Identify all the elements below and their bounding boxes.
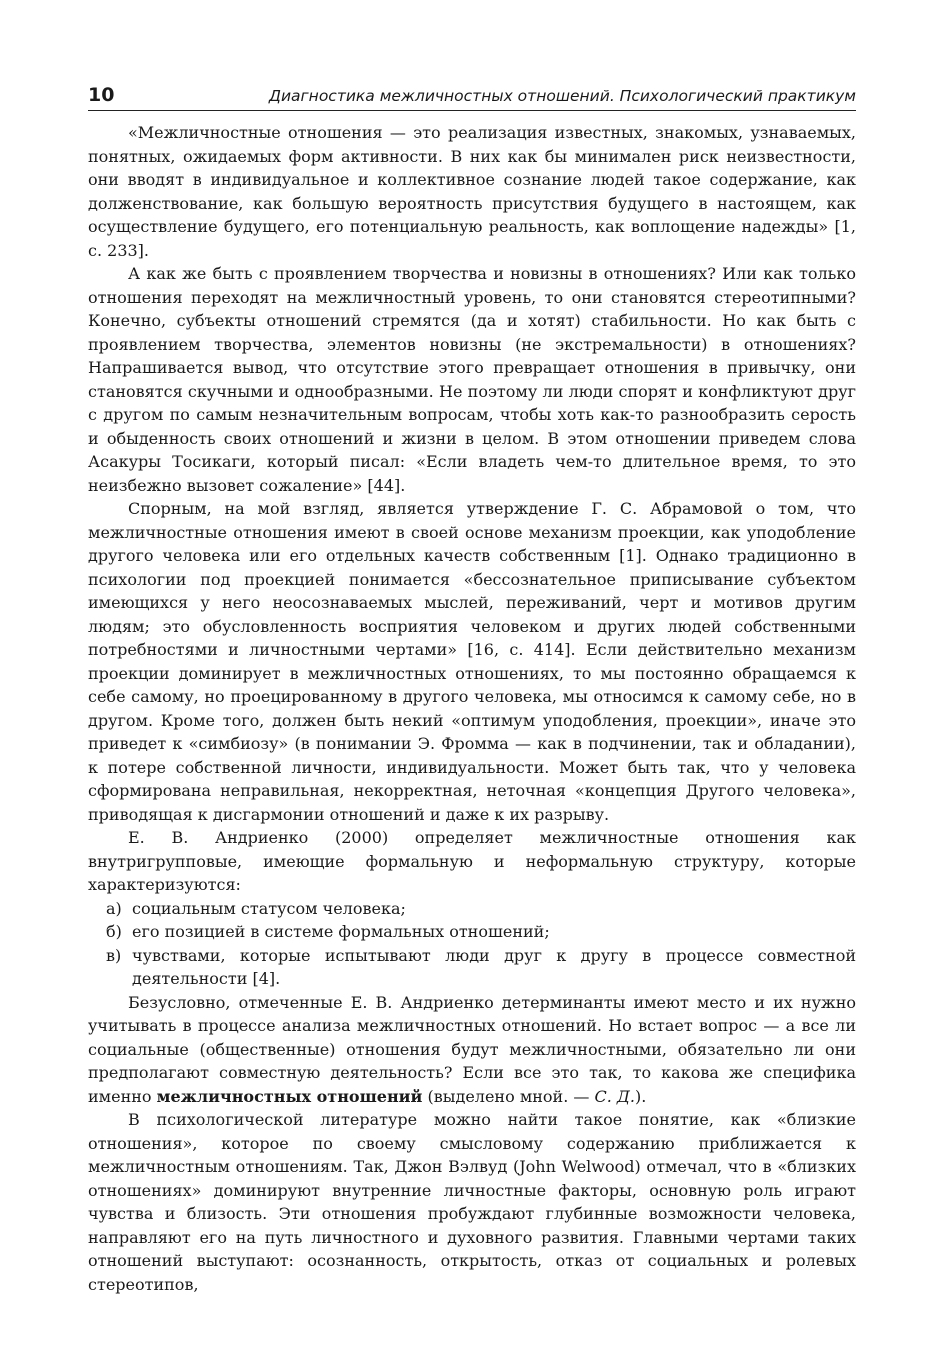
list-item — [88, 944, 856, 991]
paragraph-text: ). — [635, 1086, 647, 1106]
list-marker: а) — [106, 898, 122, 918]
page-number: 10 — [88, 84, 115, 106]
page — [88, 84, 856, 1296]
list-item-text: его позицией в системе формальных отношений; — [132, 922, 550, 941]
list-item — [88, 897, 856, 921]
paragraph: Е. В. Андриенко (2000) определяет межличностные отношения как внутригрупповые, имеющие формальную и неформальную структуру, которые характеризуются: — [88, 828, 856, 894]
author-initials: С. Д. — [594, 1086, 635, 1106]
emphasized-term: межличностных отношений — [156, 1086, 423, 1106]
paragraph: «Межличностные отношения — это реализация известных, знакомых, узнаваемых, понятных, ожидаемых форм активности. В них как бы минимален риск неизвестности, они вводят в индивидуальное и коллективное сознание людей такое содержание, как долженствование, как большую вероятность присутствия будущего в настоящем, как осуществление будущего, его потенциальную реальность, как воплощение надежды» [1, с. 233]. — [88, 123, 856, 260]
paragraph: А как же быть с проявлением творчества и новизны в отношениях? Или как только отношения переходят на межличностный уровень, то они становятся стереотипными? Конечно, субъекты отношений стремятся (да и хотят) стабильности. Но как быть с проявлением творчества, элементов новизны (не экстремальности) в отношениях? Напрашивается вывод, что отсутствие этого превращает отношения в привычку, они становятся скучными и однообразными. Не поэтому ли люди спорят и конфликтуют друг с другом по самым незначительным вопросам, чтобы хоть как-то разнообразить серость и обыденность своих отношений и жизни в целом. В этом отношении приведем слова Асакуры Тосикаги, который писал: «Если владеть чем-то длительное время, то это неизбежно вызовет сожаление» [44]. — [88, 264, 856, 495]
paragraph: Спорным, на мой взгляд, является утверждение Г. С. Абрамовой о том, что межличностные отношения имеют в своей основе механизм проекции, как уподобление другого человека или его отдельных качеств собственным [1]. Однако традиционно в психологии под проекцией понимается «бессознательное приписывание субъектом имеющихся у него неосознаваемых мыслей, переживаний, черт и мотивов другим людям; это обусловленность восприятия человеком и других людей собственными потребностями и личностными чертами» [16, с. 414]. Если действительно механизм проекции доминирует в межличностных отношениях, то мы постоянно обращаемся к себе самому, но проецированному в другого человека, мы относимся к самому себе, но в другом. Кроме того, должен быть некий «оптимум уподобления, проекции», иначе это приведет к «симбиозу» (в понимании Э. Фромма — как в подчинении, так и обладании), к потере собственной личности, индивидуальности. Может быть так, что у человека сформирована неправильная, некорректная, неточная «концепция Другого человека», приводящая к дисгармонии отношений и даже к их разрыву. — [88, 499, 856, 824]
body-text — [88, 121, 856, 1296]
paragraph-text: (выделено мной. — — [422, 1086, 595, 1106]
running-header — [88, 84, 856, 111]
list-item-text: чувствами, которые испытывают люди друг к другу в процессе совместной деятельности [4]. — [132, 945, 856, 988]
list-item — [88, 920, 856, 944]
paragraph: В психологической литературе можно найти такое понятие, как «близкие отношения», которое по своему смысловому содержанию приближается к межличностным отношениям. Так, Джон Вэлвуд (John Welwood) отмечал, что в «близких отношениях» доминируют внутренние личностные факторы, основную роль играют чувства и близость. Эти отношения пробуждают глубинные возможности человека, направляют его на путь личностного и духовного развития. Главными чертами таких отношений выступают: осознанность, открытость, отказ от социальных и ролевых стереотипов, — [88, 1110, 856, 1294]
characteristics-list — [88, 897, 856, 991]
list-marker: в) — [106, 945, 122, 965]
paragraph — [88, 991, 856, 1109]
running-title: Диагностика межличностных отношений. Психологический практикум — [268, 87, 856, 105]
list-marker: б) — [106, 922, 122, 941]
list-item-text: социальным статусом человека; — [132, 898, 406, 918]
paragraph-text: Безусловно, отмеченные Е. В. Андриенко детерминанты имеют место и их нужно учитывать в процессе анализа межличностных отношений. Но встает вопрос — а все ли социальные (общественные) отношения будут межличностными, обязательно ли они предполагают совместную деятельность? Если все это так, то какова же специфика именно — [88, 992, 856, 1106]
